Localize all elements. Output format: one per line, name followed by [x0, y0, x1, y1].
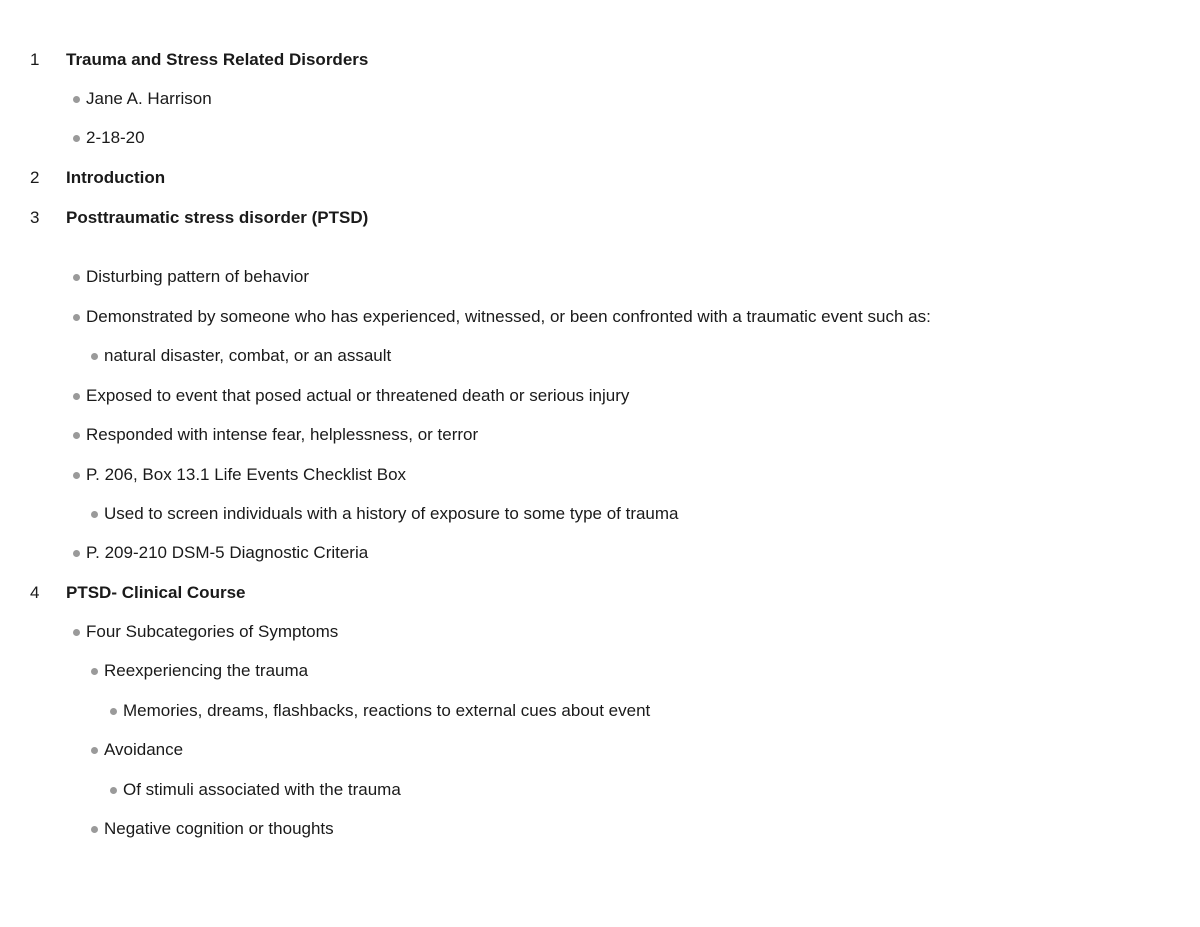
list-item[interactable] [73, 384, 629, 408]
list-item-text: P. 209-210 DSM-5 Diagnostic Criteria [86, 543, 369, 562]
list-item[interactable] [73, 126, 145, 150]
bullet-icon [73, 274, 80, 281]
list-item-text: Demonstrated by someone who has experienced, witnessed, or been confronted with a traumatic event such as: [86, 307, 931, 326]
bullet-icon [91, 826, 98, 833]
slide-number: 1 [30, 50, 40, 69]
list-item-text: Reexperiencing the trauma [104, 661, 309, 680]
slide-number: 4 [30, 583, 40, 602]
slide-number: 2 [30, 168, 40, 187]
list-item[interactable] [110, 699, 650, 723]
bullet-icon [91, 511, 98, 518]
list-item-text: Four Subcategories of Symptoms [86, 622, 339, 641]
list-item-text: Responded with intense fear, helplessness, or terror [86, 425, 479, 444]
list-item[interactable] [73, 620, 338, 644]
list-item[interactable] [73, 463, 406, 487]
list-item-text: Avoidance [104, 740, 184, 759]
list-item-text: Memories, dreams, flashbacks, reactions to external cues about event [123, 701, 651, 720]
slide-title[interactable]: PTSD- Clinical Course [66, 583, 246, 602]
bullet-icon [73, 135, 80, 142]
bullet-icon [73, 314, 80, 321]
list-item[interactable] [73, 87, 212, 111]
list-item-text: Used to screen individuals with a history of exposure to some type of trauma [104, 504, 679, 523]
bullet-icon [73, 393, 80, 400]
bullet-icon [73, 472, 80, 479]
bullet-icon [91, 747, 98, 754]
list-item[interactable] [91, 738, 183, 762]
list-item-text: Negative cognition or thoughts [104, 819, 334, 838]
list-item[interactable] [73, 265, 309, 289]
list-item-text: natural disaster, combat, or an assault [104, 346, 392, 365]
list-item-text: Disturbing pattern of behavior [86, 267, 310, 286]
bullet-icon [73, 96, 80, 103]
slide-title[interactable]: Introduction [66, 168, 166, 187]
list-item[interactable] [91, 502, 679, 526]
list-item-text: Exposed to event that posed actual or threatened death or serious injury [86, 386, 630, 405]
bullet-icon [73, 629, 80, 636]
bullet-icon [91, 353, 98, 360]
bullet-icon [110, 708, 117, 715]
bullet-icon [73, 432, 80, 439]
slide-title[interactable]: Posttraumatic stress disorder (PTSD) [66, 208, 369, 227]
list-item-text: P. 206, Box 13.1 Life Events Checklist Box [86, 465, 407, 484]
slide-title[interactable]: Trauma and Stress Related Disorders [66, 50, 369, 69]
list-item[interactable] [110, 778, 401, 802]
bullet-icon [110, 787, 117, 794]
list-item-text: Jane A. Harrison [86, 89, 212, 108]
list-item-text: 2-18-20 [86, 128, 145, 147]
list-item[interactable] [91, 659, 308, 683]
list-item[interactable] [73, 423, 478, 447]
list-item[interactable] [73, 541, 368, 565]
bullet-icon [91, 668, 98, 675]
list-item[interactable] [73, 305, 931, 329]
slide-number: 3 [30, 208, 40, 227]
list-item[interactable] [91, 817, 334, 841]
list-item[interactable] [91, 344, 391, 368]
list-item-text: Of stimuli associated with the trauma [123, 780, 401, 799]
bullet-icon [73, 550, 80, 557]
